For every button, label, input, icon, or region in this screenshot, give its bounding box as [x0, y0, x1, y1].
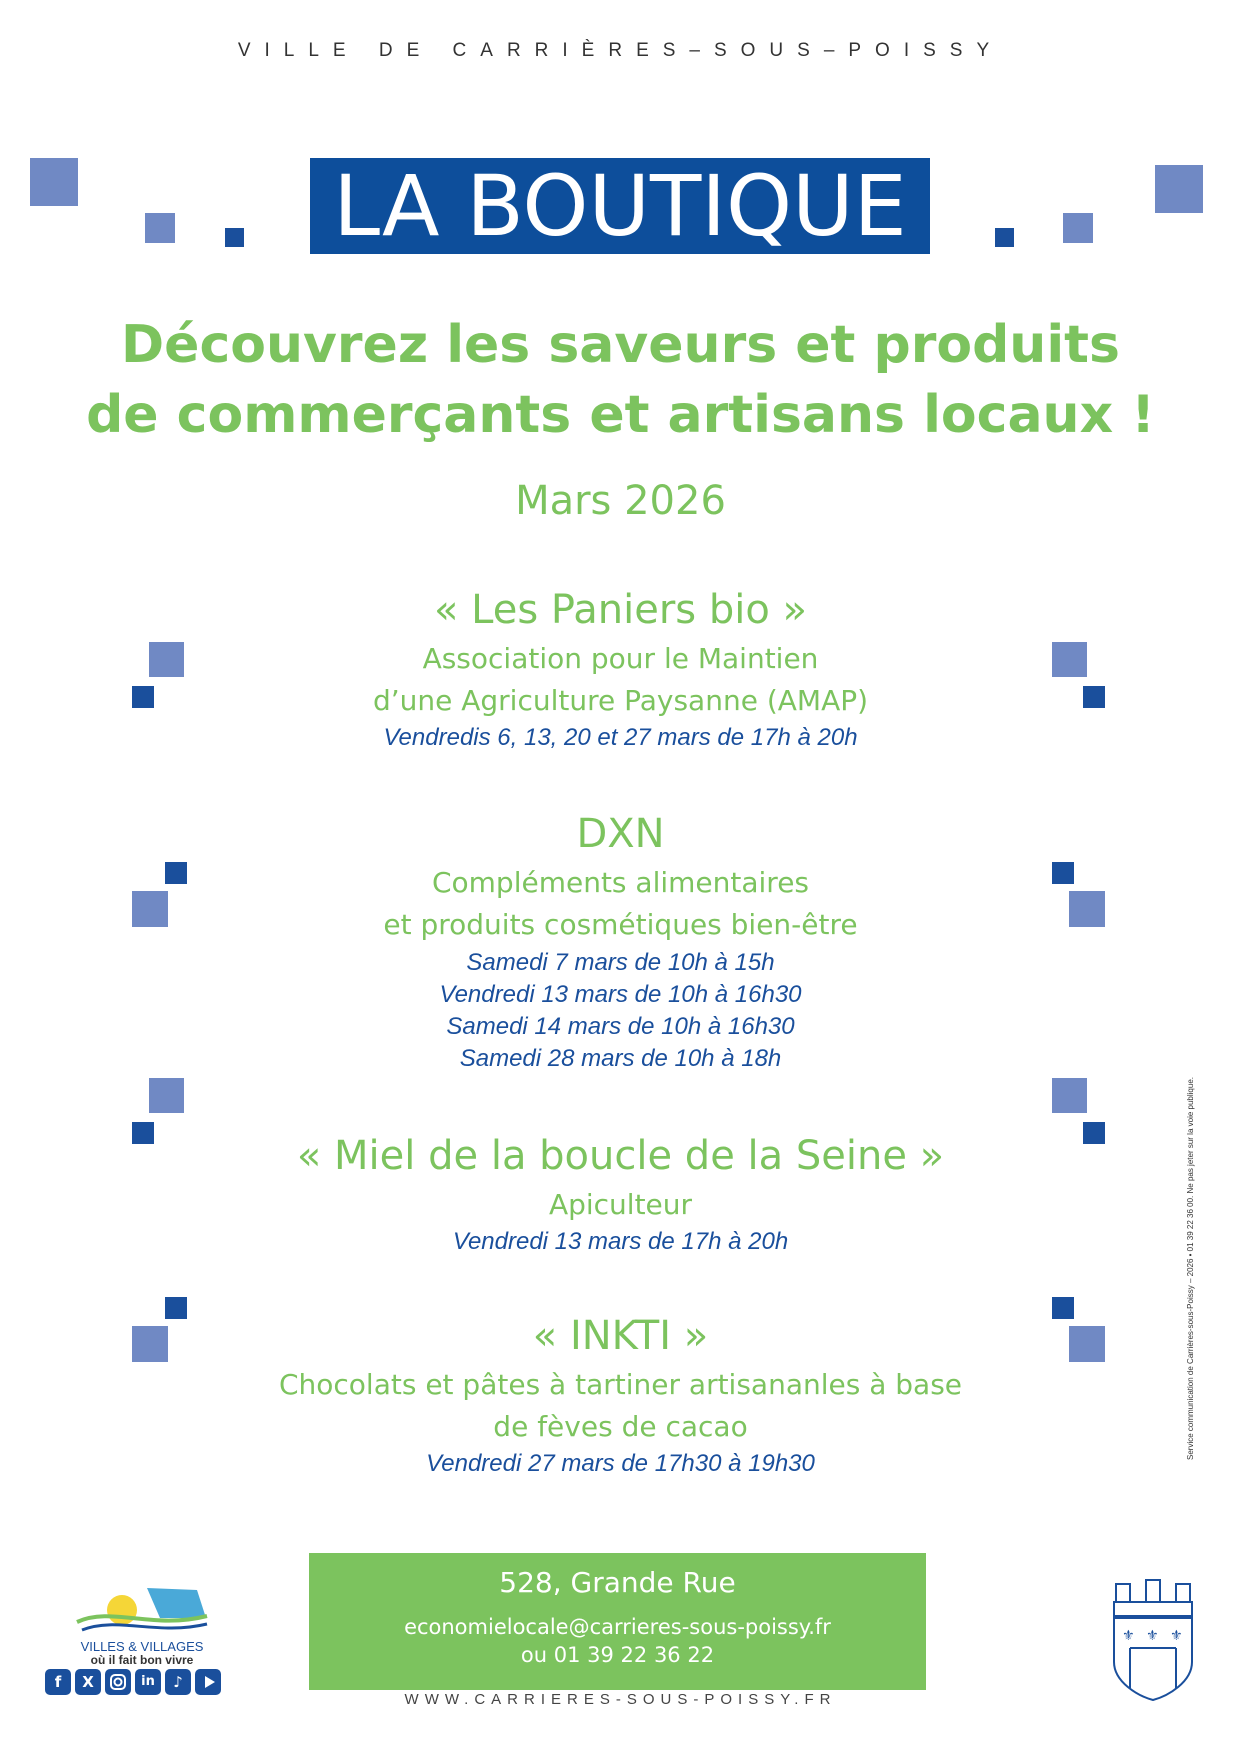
- event-date: Samedi 14 mars de 10h à 16h30: [446, 1013, 795, 1040]
- decorative-square: [132, 1326, 168, 1362]
- svg-text:⚜: ⚜: [1146, 1628, 1159, 1644]
- logo-line-2: où il fait bon vivre: [90, 1653, 194, 1667]
- month-label: Mars 2026: [515, 478, 726, 524]
- decorative-square: [1063, 213, 1093, 243]
- event-date: Vendredi 27 mars de 17h30 à 19h30: [426, 1450, 815, 1477]
- event-desc: de fèves de cacao: [493, 1410, 748, 1443]
- decorative-square: [995, 228, 1014, 247]
- headline-line-2: de commerçants et artisans locaux !: [86, 385, 1155, 445]
- event-desc: d’une Agriculture Paysanne (AMAP): [372, 684, 869, 717]
- svg-text:⚜: ⚜: [1122, 1628, 1135, 1644]
- event-date: Vendredi 13 mars de 10h à 16h30: [439, 981, 802, 1008]
- svg-text:⚜: ⚜: [1170, 1628, 1183, 1644]
- website-link[interactable]: WWW.CARRIERES-SOUS-POISSY.FR: [404, 1691, 837, 1708]
- facebook-icon[interactable]: f: [45, 1669, 71, 1695]
- event-name: DXN: [576, 811, 665, 857]
- decorative-square: [1069, 891, 1105, 927]
- decorative-square: [165, 862, 187, 884]
- logo-line-1: VILLES & VILLAGES: [80, 1639, 204, 1654]
- decorative-square: [149, 1078, 184, 1113]
- address: 528, Grande Rue: [499, 1566, 736, 1599]
- decorative-square: [132, 891, 168, 927]
- decorative-square: [1083, 1122, 1105, 1144]
- instagram-icon[interactable]: [105, 1669, 131, 1695]
- side-note: Service communication de Carrières-sous-Poissy – 2026 • 01 39 22 36 00. Ne pas jeter sur la voie publique.: [1186, 1076, 1195, 1460]
- decorative-square: [165, 1297, 187, 1319]
- decorative-square: [30, 158, 78, 206]
- event-date: Samedi 28 mars de 10h à 18h: [459, 1045, 782, 1072]
- event-desc: Chocolats et pâtes à tartiner artisananles à base: [278, 1368, 963, 1401]
- phone-number: ou 01 39 22 36 22: [520, 1643, 715, 1667]
- email-link[interactable]: economielocale@carrieres-sous-poissy.fr: [404, 1615, 831, 1639]
- decorative-square: [1069, 1326, 1105, 1362]
- event-desc: Compléments alimentaires: [431, 866, 810, 899]
- decorative-square: [1052, 862, 1074, 884]
- decorative-square: [132, 686, 154, 708]
- event-desc: Association pour le Maintien: [422, 642, 819, 675]
- youtube-glyph: [195, 1669, 221, 1695]
- linkedin-icon[interactable]: in: [135, 1669, 161, 1695]
- decorative-square: [132, 1122, 154, 1144]
- villes-villages-logo: [72, 1578, 212, 1638]
- x-icon[interactable]: X: [75, 1669, 101, 1695]
- decorative-square: [1052, 1078, 1087, 1113]
- decorative-square: [145, 213, 175, 243]
- page-title: LA BOUTIQUE: [310, 158, 930, 254]
- event-date: Vendredi 13 mars de 17h à 20h: [452, 1228, 789, 1255]
- city-name: VILLE DE CARRIÈRES–SOUS–POISSY: [237, 40, 1004, 61]
- city-crest-icon: [1108, 1578, 1198, 1702]
- event-name: « INKTI »: [532, 1313, 709, 1359]
- decorative-square: [1052, 1297, 1074, 1319]
- event-desc: Apiculteur: [548, 1188, 693, 1221]
- villes-villages-logo-graphic: [72, 1578, 212, 1638]
- event-date: Vendredis 6, 13, 20 et 27 mars de 17h à 20h: [383, 724, 858, 751]
- decorative-square: [1083, 686, 1105, 708]
- contact-box: [309, 1553, 926, 1690]
- crest-graphic: [1108, 1578, 1198, 1702]
- decorative-square: [149, 642, 184, 677]
- decorative-square: [1155, 165, 1203, 213]
- event-date: Samedi 7 mars de 10h à 15h: [466, 949, 775, 976]
- event-name: « Les Paniers bio »: [433, 587, 807, 633]
- decorative-square: [225, 228, 244, 247]
- instagram-glyph: [105, 1669, 131, 1695]
- event-desc: et produits cosmétiques bien-être: [383, 908, 858, 941]
- youtube-icon[interactable]: [195, 1669, 221, 1695]
- headline-line-1: Découvrez les saveurs et produits: [121, 315, 1120, 375]
- decorative-square: [1052, 642, 1087, 677]
- event-name: « Miel de la boucle de la Seine »: [296, 1133, 945, 1179]
- tiktok-icon[interactable]: ♪: [165, 1669, 191, 1695]
